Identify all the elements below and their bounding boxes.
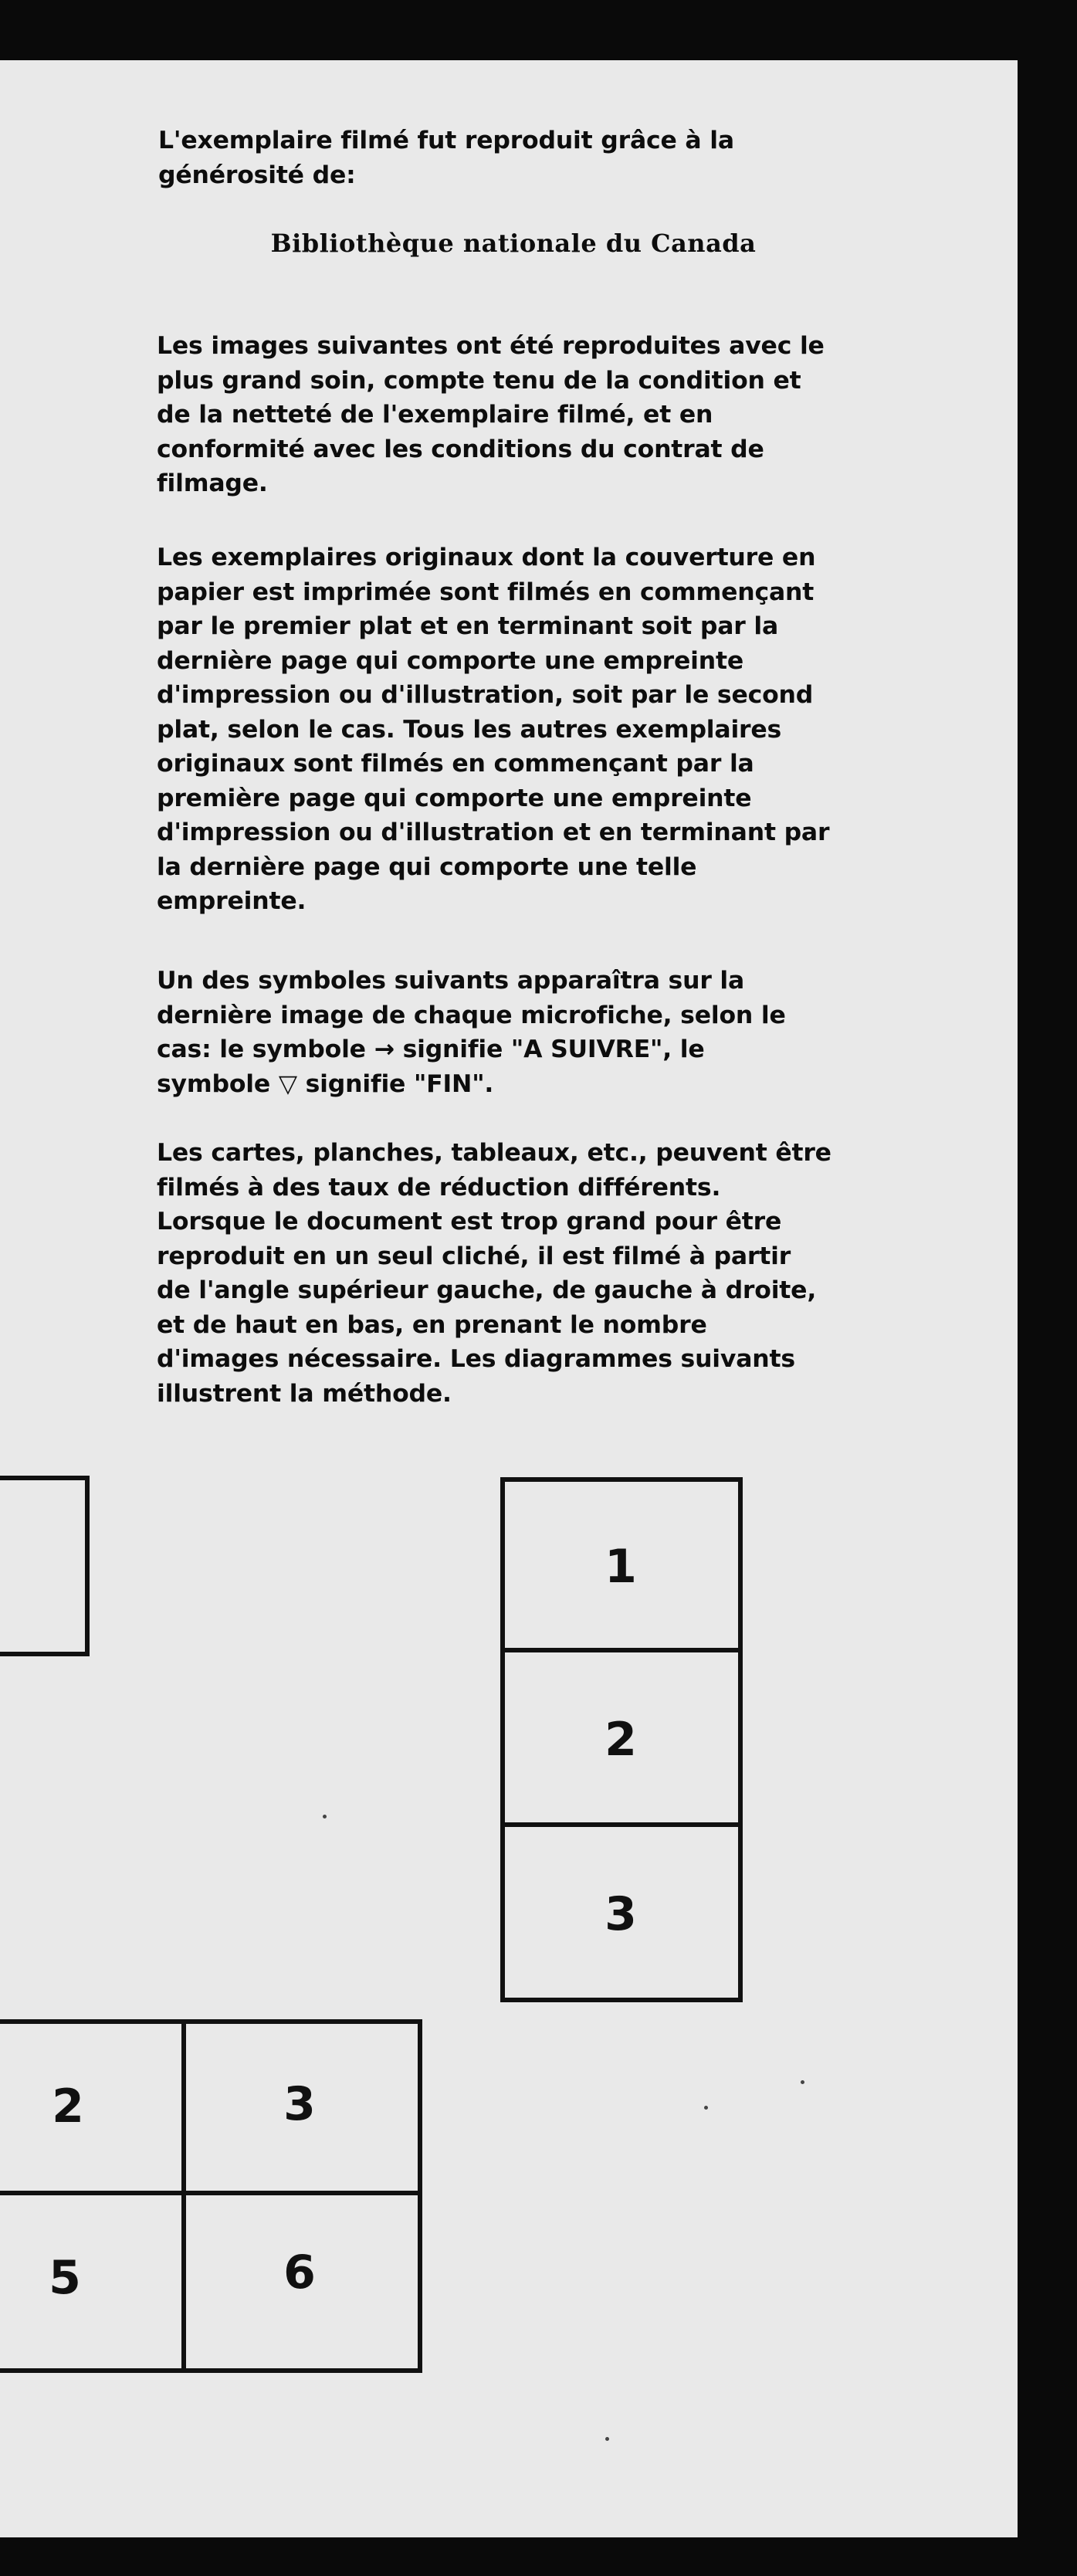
- paragraph-line: originaux sont filmés en commençant par la: [157, 750, 754, 778]
- paragraph-line: d'impression ou d'illustration et en terminant par: [157, 819, 830, 846]
- paragraph-text: cas: le symbole: [157, 1035, 374, 1063]
- diagram-cell-number: 3: [283, 2077, 316, 2131]
- paragraph-line: plus grand soin, compte tenu de la condition et: [157, 366, 801, 395]
- diagram-divider: [0, 2191, 422, 2195]
- paragraph-3: [157, 964, 929, 1101]
- dust-speck: [801, 2080, 804, 2084]
- paragraph-line: Lorsque le document est trop grand pour être: [157, 1208, 782, 1235]
- diagram-divider: [500, 1648, 743, 1652]
- institution-name: Bibliothèque nationale du Canada: [270, 229, 757, 258]
- paragraph-line: d'impression ou d'illustration, soit par le second: [157, 681, 814, 709]
- paragraph-line: et de haut en bas, en prenant le nombre: [157, 1310, 707, 1339]
- diagram-single-frame: [0, 1476, 90, 1656]
- paragraph-line: empreinte.: [157, 887, 307, 915]
- diagram-cell-number: 2: [605, 1713, 637, 1767]
- diagram-cell-number: 6: [283, 2246, 316, 2300]
- paragraph-line: de l'angle supérieur gauche, de gauche à droite,: [157, 1276, 817, 1304]
- paragraph-line: Les cartes, planches, tableaux, etc., peuvent être: [157, 1139, 831, 1167]
- diagram-grid-frame: [0, 2019, 422, 2373]
- arrow-icon: →: [374, 1035, 395, 1063]
- paragraph-line: première page qui comporte une empreinte: [157, 784, 752, 812]
- film-border-top: [0, 0, 1077, 60]
- dust-speck: [704, 2106, 708, 2110]
- paragraph-1: [157, 329, 929, 501]
- paragraph-4: [157, 1136, 929, 1411]
- paragraph-line: dernière page qui comporte une empreinte: [157, 646, 744, 675]
- diagram-cell-number: 2: [52, 2079, 84, 2134]
- paragraph-line: Les images suivantes ont été reproduites avec le: [157, 332, 825, 360]
- paragraph-line-with-arrow: [157, 1032, 929, 1067]
- document-page: [0, 60, 1018, 2537]
- heading-line: générosité de:: [158, 161, 356, 189]
- paragraph-text: signifie "FIN".: [296, 1069, 494, 1098]
- triangle-down-icon: ▽: [278, 1069, 297, 1098]
- paragraph-line: Un des symboles suivants apparaîtra sur la: [157, 967, 745, 995]
- paragraph-line: la dernière page qui comporte une telle: [157, 852, 697, 881]
- paragraph-line: dernière image de chaque microfiche, selon le: [157, 1001, 786, 1029]
- paragraph-text: symbole: [157, 1069, 279, 1098]
- paragraph-line: par le premier plat et en terminant soit par la: [157, 612, 779, 640]
- paragraph-line: filmage.: [157, 469, 268, 497]
- paragraph-line: filmés à des taux de réduction différents.: [157, 1173, 721, 1202]
- dust-speck: [323, 1815, 327, 1818]
- paragraph-2: [157, 541, 929, 919]
- paragraph-line: papier est imprimée sont filmés en commençant: [157, 578, 815, 606]
- paragraph-line: d'images nécessaire. Les diagrammes suivants: [157, 1345, 795, 1373]
- diagram-divider: [181, 2019, 186, 2373]
- dust-speck: [605, 2437, 609, 2441]
- diagram-divider: [500, 1822, 743, 1827]
- paragraph-line: Les exemplaires originaux dont la couverture en: [157, 544, 816, 571]
- diagram-cell-number: 1: [605, 1540, 637, 1594]
- paragraph-line: illustrent la méthode.: [157, 1379, 452, 1408]
- film-border-right: [1018, 0, 1077, 2576]
- heading: [158, 124, 869, 192]
- heading-line: L'exemplaire filmé fut reproduit grâce à la: [158, 127, 734, 154]
- film-border-bottom: [0, 2537, 1077, 2576]
- paragraph-line: reproduit en un seul cliché, il est filmé à partir: [157, 1242, 791, 1270]
- paragraph-line-with-triangle: [157, 1067, 929, 1102]
- paragraph-text: signifie "A SUIVRE", le: [394, 1035, 705, 1063]
- diagram-cell-number: 3: [605, 1887, 637, 1941]
- diagram-cell-number: 5: [49, 2251, 81, 2305]
- paragraph-line: conformité avec les conditions du contrat de: [157, 435, 764, 463]
- paragraph-line: plat, selon le cas. Tous les autres exemplaires: [157, 715, 782, 744]
- paragraph-line: de la netteté de l'exemplaire filmé, et en: [157, 401, 713, 429]
